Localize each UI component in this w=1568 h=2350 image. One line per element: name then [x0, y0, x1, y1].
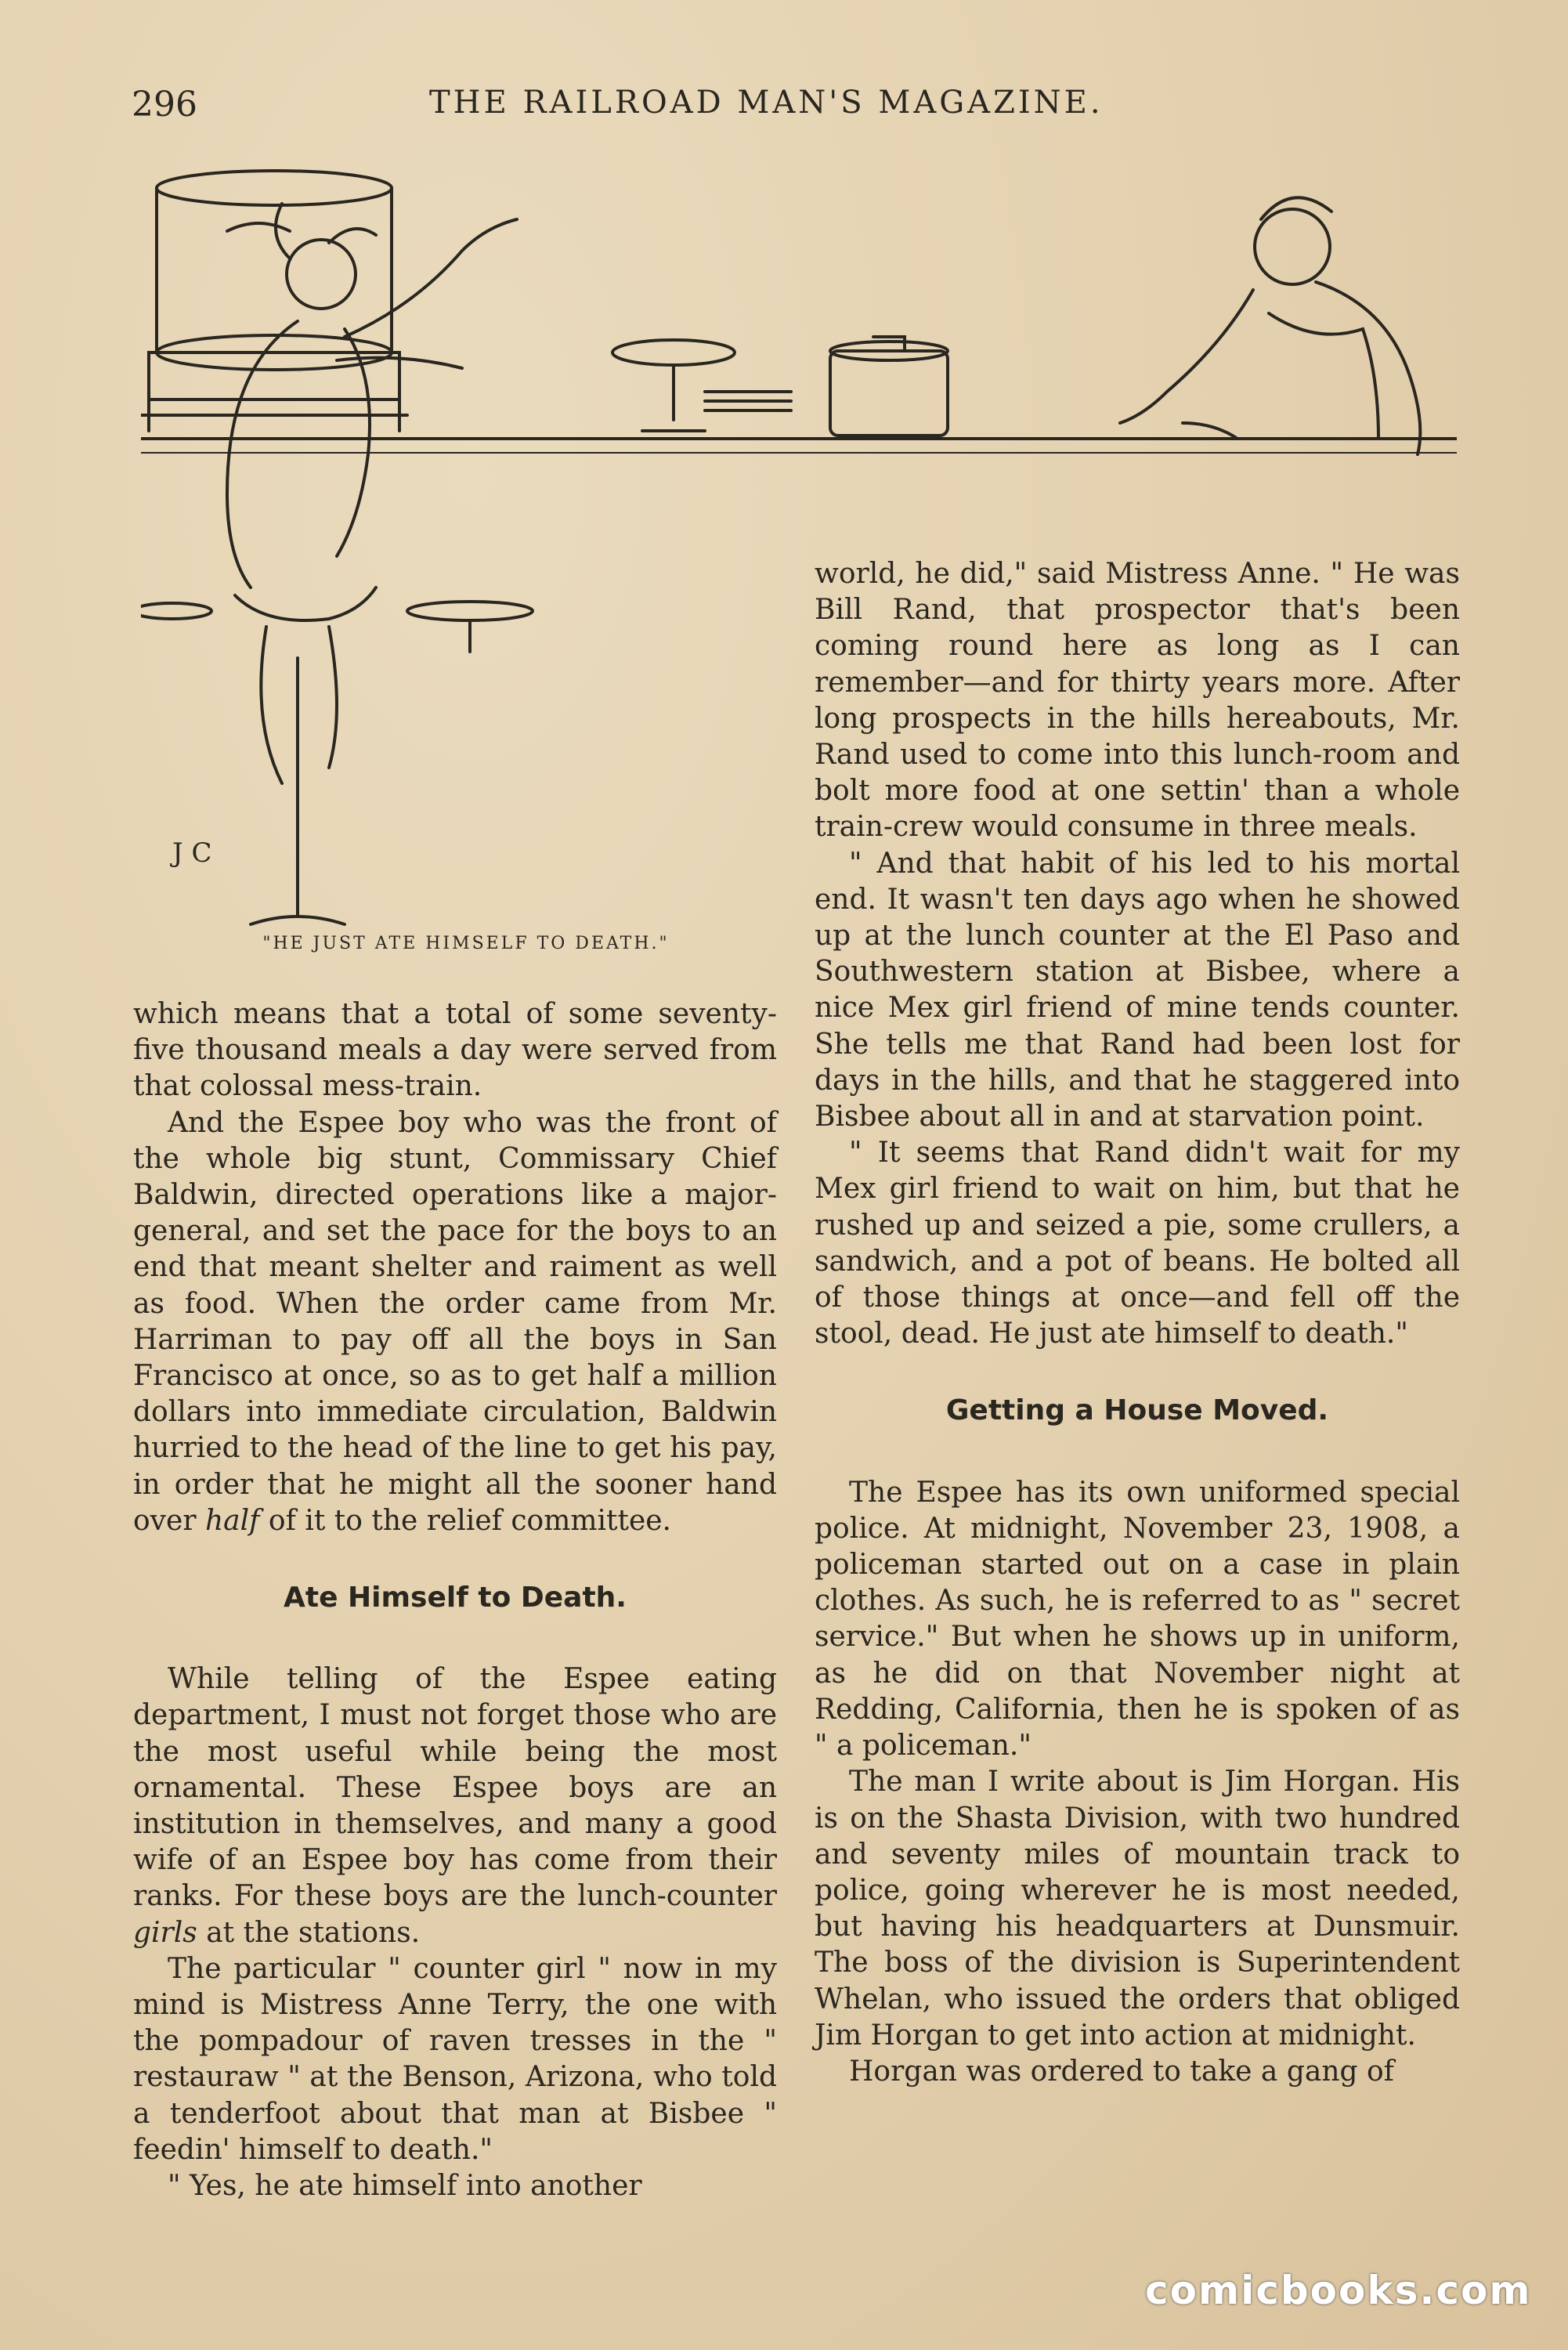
- left-column: [133, 996, 777, 2204]
- woman-figure: [1120, 197, 1420, 454]
- paragraph: " And that habit of his led to his mortal end. It wasn't ten days ago when he showed up at the lunch counter at the El Paso and Southwestern station at Bisbee, where a nice Mex girl friend of mine tends counter. She tells me that Rand had been lost for days in the hills, and that he staggered into Bisbee about all in and at starvation point.: [815, 847, 1460, 1133]
- page-number: 296: [132, 85, 197, 125]
- paragraph: While telling of the Espee eating department, I must not forget those who are the most useful while being the most ornamental. These Espee boys are an institution in themselves, and many a good wife of an Espee boy has come from their ranks. For these boys are the lunch-counter girls at the stations.: [133, 1663, 777, 1949]
- paragraph: The particular " counter girl " now in my mind is Mistress Anne Terry, the one with the pompadour of raven tresses in the " restauraw " at the Benson, Arizona, who told a tenderfoot about that man at Bisbee " feedin' himself to death.": [133, 1952, 777, 2166]
- right-column: [815, 556, 1460, 2090]
- page-header: [132, 85, 1463, 132]
- section-heading: Ate Himself to Death.: [284, 1582, 627, 1614]
- paragraph: The Espee has its own uniformed special police. At midnight, November 23, 1908, a policeman started out on a case in plain clothes. As such, he is referred to as " secret service." But when he shows up in uniform, as he did on that November night at Redding, California, then he is spoken of as " a policeman.": [815, 1476, 1460, 1762]
- paragraph: " It seems that Rand didn't wait for my Mex girl friend to wait on him, but that he rushed up and seized a pie, some crullers, a sandwich, and a pot of beans. He bolted all of those things at once—and fell off the stool, dead. He just ate himself to death.": [815, 1137, 1460, 1350]
- section-heading: Getting a House Moved.: [945, 1394, 1329, 1427]
- paragraph: And the Espee boy who was the front of the whole big stunt, Commissary Chief Baldwin, directed operations like a major-general, and set the pace for the boys to an end that meant shelter and raiment as well as food. When the order came from Mr. Harriman to pay off all the boys in San Francisco at once, so as to get half a million dollars into immediate circulation, Baldwin hurried to the head of the line to get his pay, in order that he might all the sooner hand over half of it to the relief committee.: [133, 1106, 777, 1537]
- paragraph: " Yes, he ate himself into another: [168, 2170, 642, 2203]
- man-figure: [227, 204, 517, 924]
- cake-stand: [612, 340, 791, 431]
- paragraph: The man I write about is Jim Horgan. His is on the Shasta Division, with two hundred and seventy miles of mountain track to police, going wherever he is most needed, but having his headquarters at Dunsmuir. The boss of the division is Superintendent Whelan, who issued the orders that obliged Jim Horgan to get into action at midnight.: [815, 1766, 1460, 2052]
- watermark-logo: comicbooks.com: [1145, 2268, 1532, 2313]
- stool-top: [407, 602, 533, 620]
- paragraph: world, he did," said Mistress Anne. " He was Bill Rand, that prospector that's been coming round here as long as I can remember—and for thirty years more. After long prospects in the hills hereabouts, Mr. Rand used to come into this lunch-room and bolt more food at one settin' than a whole train-crew would consume in three meals.: [815, 558, 1460, 844]
- artist-signature: J C: [172, 837, 212, 869]
- magazine-title: THE RAILROAD MAN'S MAGAZINE.: [429, 85, 1104, 121]
- glass-jar: [830, 337, 948, 436]
- paragraph: Horgan was ordered to take a gang of: [849, 2055, 1395, 2088]
- illustration-caption: "HE JUST ATE HIMSELF TO DEATH.": [262, 934, 670, 953]
- paragraph: which means that a total of some seventy-five thousand meals a day were served from that colossal mess-train.: [133, 998, 777, 1103]
